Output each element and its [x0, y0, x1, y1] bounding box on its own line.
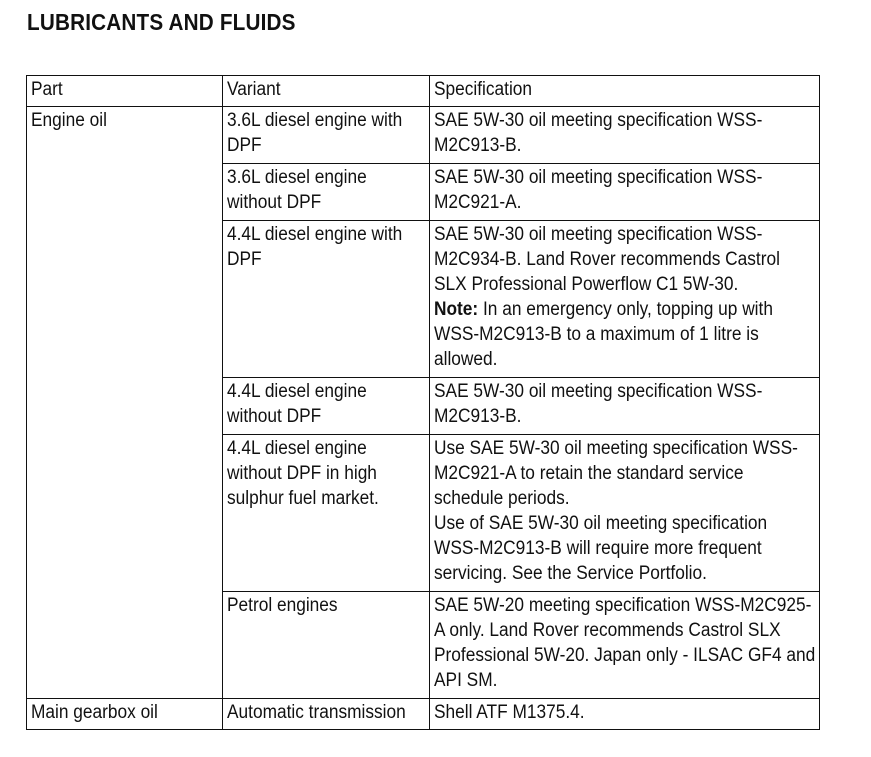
- spec-cell: [430, 435, 820, 592]
- variant-cell: 4.4L diesel engine with DPF: [223, 221, 430, 378]
- spec-cell: [430, 221, 820, 378]
- header-part: Part: [27, 76, 223, 107]
- spec-text-2: Use of SAE 5W-30 oil meeting specification WSS-M2C913-B will require more frequent servicing. See the Service Portfolio.: [434, 513, 768, 584]
- lubricants-table: [26, 75, 820, 730]
- note-label: Note:: [434, 299, 479, 320]
- variant-cell: 3.6L diesel engine with DPF: [223, 107, 430, 164]
- variant-cell: Automatic transmission: [223, 699, 430, 730]
- note-text: In an emergency only, topping up with WSS-M2C913-B to a maximum of 1 litre is allowed.: [434, 299, 773, 370]
- variant-cell: 4.4L diesel engine without DPF: [223, 378, 430, 435]
- variant-cell: 4.4L diesel engine without DPF in high sulphur fuel market.: [223, 435, 430, 592]
- header-variant: Variant: [223, 76, 430, 107]
- table-header-row: [27, 76, 820, 107]
- spec-cell: SAE 5W-30 oil meeting specification WSS-M2C913-B.: [430, 107, 820, 164]
- spec-cell: Shell ATF M1375.4.: [430, 699, 820, 730]
- variant-cell: 3.6L diesel engine without DPF: [223, 164, 430, 221]
- table-row: [27, 699, 820, 730]
- spec-text: Use SAE 5W-30 oil meeting specification WSS-M2C921-A to retain the standard service schedule periods.: [434, 438, 798, 509]
- spec-cell: SAE 5W-30 oil meeting specification WSS-M2C913-B.: [430, 378, 820, 435]
- spec-text: SAE 5W-30 oil meeting specification WSS-M2C934-B. Land Rover recommends Castrol SLX Professional Powerflow C1 5W-30.: [434, 224, 780, 295]
- header-specification: Specification: [430, 76, 820, 107]
- variant-cell: Petrol engines: [223, 592, 430, 699]
- table-row: [27, 107, 820, 164]
- page-title: LUBRICANTS AND FLUIDS: [27, 9, 296, 35]
- spec-cell: SAE 5W-30 oil meeting specification WSS-M2C921-A.: [430, 164, 820, 221]
- part-cell: Main gearbox oil: [27, 699, 223, 730]
- part-cell: Engine oil: [27, 107, 223, 699]
- spec-cell: SAE 5W-20 meeting specification WSS-M2C925-A only. Land Rover recommends Castrol SLX Professional 5W-20. Japan only - ILSAC GF4 and API SM.: [430, 592, 820, 699]
